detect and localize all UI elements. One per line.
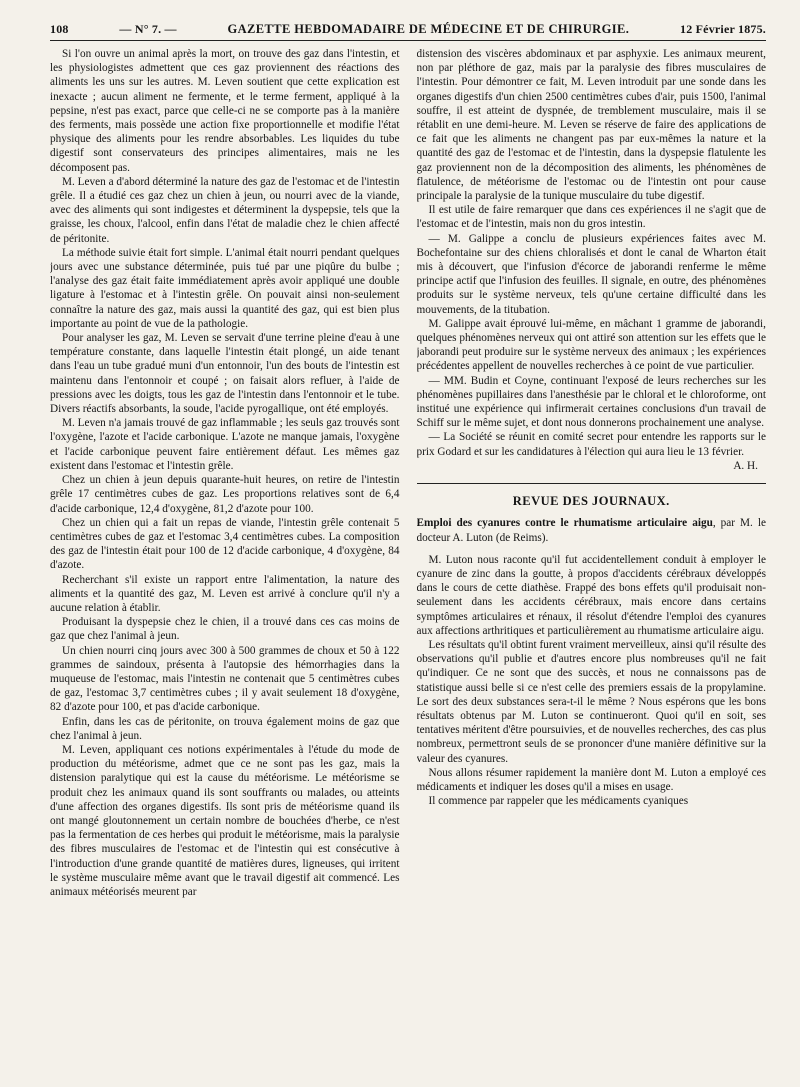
paragraph: Produisant la dyspepsie chez le chien, il a trouvé dans ces cas moins de gaz que chez l'animal à jeun.	[50, 616, 400, 643]
paragraph: M. Leven a d'abord déterminé la nature des gaz de l'estomac et de l'intestin grêle. Il a étudié ces gaz chez un chien à jeun, ou nourri avec de la viande, avec des aliments qui sont indigestes et déterminent la dyspepsie, tels que la graisse, les choux, l'alcool, enfin dans l'état de maladie chez le chien affecté de péritonite.	[50, 175, 400, 245]
issue-number: — N° 7. —	[119, 22, 177, 36]
paragraph: M. Luton nous raconte qu'il fut accidentellement conduit à employer le cyanure de zinc dans la goutte, à propos d'accidents cérébraux développés dans le cours de cette diathèse. Frappé des bons effets qu'il produisait non-seulement dans les accidents cérébraux, mais encore dans certains symptômes articulaires et rénaux, il résolut d'étendre l'emploi des cyanures aux affections arthritiques et particulièrement au rhumatisme articulaire aigu.	[416, 553, 766, 637]
paragraph: — M. Galippe a conclu de plusieurs expériences faites avec M. Bochefontaine sur des chiens chloralisés et dont le canal de Wharton était mis à découvert, que l'infusion d'écorce de jaborandi renferme le même principe actif que l'infusion des feuilles. Il signale, en outre, des phénomènes produits sur le système nerveux, tels qu'une certaine difficulté dans les mouvements, de la titubation.	[416, 232, 766, 316]
article-title: Emploi des cyanures contre le rhumatisme articulaire aigu	[416, 517, 713, 530]
paragraph: Il commence par rappeler que les médicaments cyaniques	[428, 795, 689, 808]
paragraph: Un chien nourri cinq jours avec 300 à 500 grammes de choux et 50 à 122 grammes de saindoux, présenta à l'autopsie des hémorrhagies dans la muqueuse de l'estomac, mais l'intestin ne contenait que 5 centimètres cubes de gaz, l'estomac 3,7 centimètres cubes ; il y avait seulement 18 d'oxygène, 82 d'azote pour 100, et pas d'acide carbonique.	[50, 644, 400, 714]
article-byline: , par M. le docteur A. Luton (de Reims).	[416, 517, 766, 544]
paragraph: Nous allons résumer rapidement la manière dont M. Luton a employé ces médicaments et indiquer les doses qu'il a mises en usage.	[416, 766, 766, 793]
right-column	[417, 47, 767, 1057]
left-column	[50, 47, 400, 1057]
paragraph: Chez un chien qui a fait un repas de viande, l'intestin grêle contenait 5 centimètres cubes de gaz et l'estomac 3,4 centimètres cubes. La composition des gaz de l'intestin était pour 100 de 12 d'acide carbonique, 4 d'oxygène, 84 d'azote.	[50, 516, 400, 572]
paragraph: Chez un chien à jeun depuis quarante-huit heures, on retire de l'intestin grêle 17 centimètres cubes de gaz. Les proportions relatives sont de 6,4 d'acide carbonique, 12,4 d'oxygène, 81,2 d'azote pour 100.	[50, 474, 400, 515]
paragraph: Pour analyser les gaz, M. Leven se servait d'une terrine pleine d'eau à une température constante, dans laquelle l'intestin était plongé, un aide tenant dans l'eau un tube gradué muni d'un entonnoir, l'un des bouts de l'intestin est maintenu dans l'entonnoir et coupé ; on faisait alors refluer, à l'aide de pressions avec les doigts, tous les gaz de l'intestin dans l'entonnoir et le tube. Divers réactifs absorbants, la soude, l'acide pyrogallique, ont été employés.	[50, 332, 400, 416]
section-title: REVUE DES JOURNAUX.	[512, 494, 670, 509]
issue-date: 12 Février 1875.	[680, 22, 766, 36]
paragraph: Si l'on ouvre un animal après la mort, on trouve des gaz dans l'intestin, et les physiologistes admettent que ces gaz proviennent des réactions des aliments les uns sur les autres. M. Leven soutient que cette explication est inexacte ; aucun aliment ne fermente, et le terme ferment, appliqué à la pepsine, n'est pas exact, parce que celle-ci ne se comporte pas à la manière des ferments, mais possède une action fixe proportionnelle et modifie l'état physique des aliments pour les rendre absorbables. Les liquides du tube digestif sont conservateurs des principes alimentaires, mais ne les décomposent pas.	[50, 48, 400, 174]
paragraph: — MM. Budin et Coyne, continuant l'exposé de leurs recherches sur les phénomènes pupillaires dans l'anesthésie par le chloral et le chloroforme, ont institué une expérience qui infirmerait certaines conclusions d'un travail de Schiff sur le même sujet, et dont nous donnerons prochainement une analyse.	[416, 374, 766, 430]
text-columns	[50, 47, 766, 1057]
page-header	[50, 22, 766, 41]
paragraph: Enfin, dans les cas de péritonite, on trouva également moins de gaz que chez l'animal à jeun.	[50, 715, 400, 742]
section-divider	[417, 483, 767, 484]
paragraph: M. Galippe avait éprouvé lui-même, en mâchant 1 gramme de jaborandi, quelques phénomènes nerveux qui ont attiré son attention sur les effets que le jaborandi peut produire sur le système nerveux des animaux ; les expériences précédentes appellent de nouvelles recherches à ce point de vue particulier.	[416, 317, 766, 373]
article-heading	[417, 516, 767, 544]
paragraph: Les résultats qu'il obtint furent vraiment merveilleux, ainsi qu'il résulte des observations qu'il publie et d'autres encore plus nombreuses qu'il ne fait qu'indiquer. Ce ne sont que des succès, et nous ne connaissons pas de statistique aussi belle si ce n'est celle des premiers essais de la propylamine. Le sort des deux substances sera-t-il le même ? Nous espérons que les bons résultats obtenus par M. Luton se continueront. Quoi qu'il en soit, ses tentatives méritent d'être poursuivies, et de nouvelles recherches, des cas plus nombreux, permettront seuls de se prononcer d'une manière définitive sur la valeur des cyanures.	[416, 638, 766, 765]
paragraph: M. Leven n'a jamais trouvé de gaz inflammable ; les seuls gaz trouvés sont l'oxygène, l'azote et l'acide carbonique. L'azote ne manque jamais, l'oxygène et l'acide carbonique peuvent faire entièrement défaut. Les mêmes gaz existent dans l'estomac et l'intestin grêle.	[50, 417, 400, 472]
paragraph: La méthode suivie était fort simple. L'animal était nourri pendant quelques jours avec une substance déterminée, puis tué par une piqûre du bulbe ; l'analyse des gaz était faite immédiatement après avoir appliqué une double ligature à l'estomac et à l'intestin grêle. On pouvait ainsi non-seulement connaître la nature des gaz, mais aussi la quantité des gaz, qui est bien plus importante au point de vue de la pathologie.	[50, 246, 400, 330]
author-signature: A. H.	[733, 459, 758, 472]
journal-title: GAZETTE HEBDOMADAIRE DE MÉDECINE ET DE CHIRURGIE.	[227, 22, 630, 36]
page-number: 108	[50, 22, 69, 36]
paragraph: Recherchant s'il existe un rapport entre l'alimentation, la nature des aliments et la quantité des gaz, M. Leven est arrivé à conclure qu'il n'y a aucune relation à établir.	[50, 573, 400, 614]
paragraph: Il est utile de faire remarquer que dans ces expériences il ne s'agit que de l'estomac et de l'intestin, mais non du gros intestin.	[416, 204, 766, 231]
paragraph: — La Société se réunit en comité secret pour entendre les rapports sur le prix Godard et sur les candidatures à l'élection qui aura lieu le 13 février.	[416, 431, 766, 458]
paragraph: distension des viscères abdominaux et par asphyxie. Les animaux meurent, non par pléthore de gaz, mais par la paralysie des fibres musculaires de l'intestin. Pour démontrer ce fait, M. Leven introduit par une sonde dans les organes digestifs d'un chien 2500 centimètres cubes d'air, puis 1500, l'animal souffre, il est atteint de dyspnée, de tremblement musculaire, mais il se rétablit en une demi-heure. M. Leven se réserve de faire des applications de ce fait que les aliments ne changent pas par eux-mêmes la nature et la quantité des gaz de l'estomac et de l'intestin, dans la dyspepsie flatulente les gaz proviennent non de la décomposition des aliments, les phénomènes de flatulence, de météorisme de l'estomac ou de l'intestin ont pour cause principale la paralysie de la tunique musculaire du tube digestif.	[416, 48, 766, 203]
paragraph: M. Leven, appliquant ces notions expérimentales à l'étude du mode de production du météorisme, admet que ce ne sont pas les gaz, mais la distension paralytique qui est la cause du météorisme. Le météorisme se produit chez les animaux quand ils sont souffrants ou malades, ou atteints d'une affection des organes digestifs. Ils sont pris de météorisme quand ils ont mangé gloutonnement un certain nombre de bouchées d'herbe, ce n'est pas la fermentation de ces herbes qui produit le météorisme, mais la paralysie des fibres musculaires de l'estomac et de l'intestin qui est consécutive à l'introduction d'une grande quantité de matières dures, ligneuses, qui irritent le système musculaire même avant que le travail digestif ait commencé. Les animaux météorisés meurent par	[50, 743, 400, 898]
